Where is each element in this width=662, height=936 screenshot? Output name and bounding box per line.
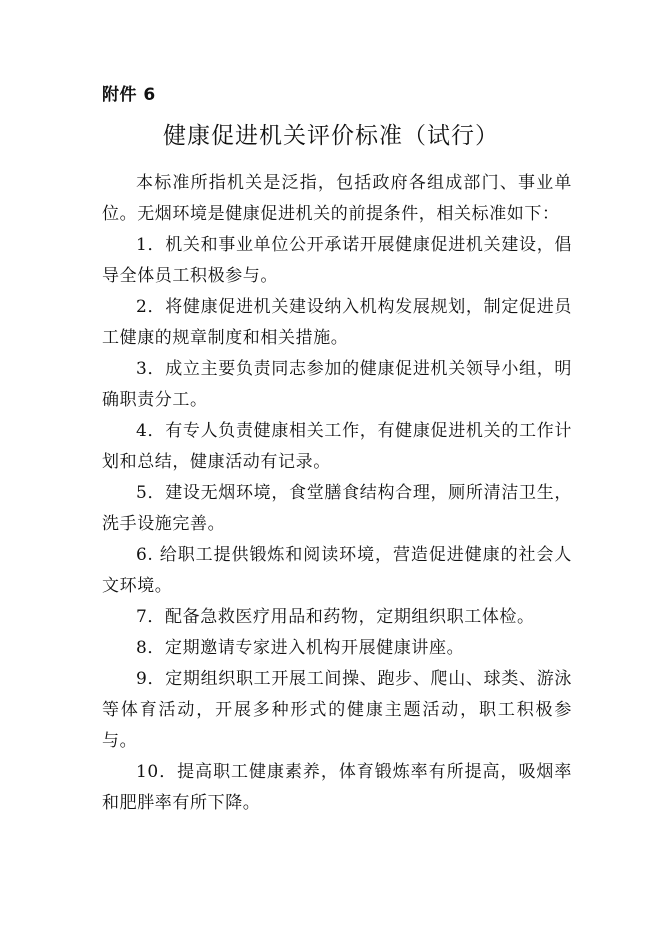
criteria-item-3: 3．成立主要负责同志参加的健康促进机关领导小组，明确职责分工。	[102, 359, 572, 410]
attachment-label: 附件 6	[102, 85, 156, 105]
criteria-item-9: 9．定期组织职工开展工间操、跑步、爬山、球类、游泳等体育活动，开展多种形式的健康主题活动，职工积极参与。	[102, 669, 572, 751]
criteria-item-7: 7．配备急救医疗用品和药物，定期组织职工体检。	[136, 607, 535, 627]
criteria-item-5: 5．建设无烟环境，食堂膳食结构合理，厕所清洁卫生，洗手设施完善。	[102, 483, 572, 534]
criteria-item-10: 10．提高职工健康素养，体育锻炼率有所提高，吸烟率和肥胖率有所下降。	[102, 762, 572, 813]
criteria-item-4: 4．有专人负责健康相关工作，有健康促进机关的工作计划和总结，健康活动有记录。	[102, 421, 572, 472]
document-title: 健康促进机关评价标准（试行）	[163, 123, 499, 149]
criteria-item-2: 2．将健康促进机关建设纳入机构发展规划，制定促进员工健康的规章制度和相关措施。	[102, 297, 572, 348]
intro-paragraph: 本标准所指机关是泛指，包括政府各组成部门、事业单位。无烟环境是健康促进机关的前提条件，相关标准如下：	[102, 173, 572, 224]
document-body	[102, 168, 572, 819]
criteria-item-8: 8．定期邀请专家进入机构开展健康讲座。	[136, 638, 465, 658]
criteria-item-1: 1．机关和事业单位公开承诺开展健康促进机关建设，倡导全体员工积极参与。	[102, 235, 572, 286]
criteria-item-6: 6. 给职工提供锻炼和阅读环境，营造促进健康的社会人文环境。	[102, 545, 572, 596]
